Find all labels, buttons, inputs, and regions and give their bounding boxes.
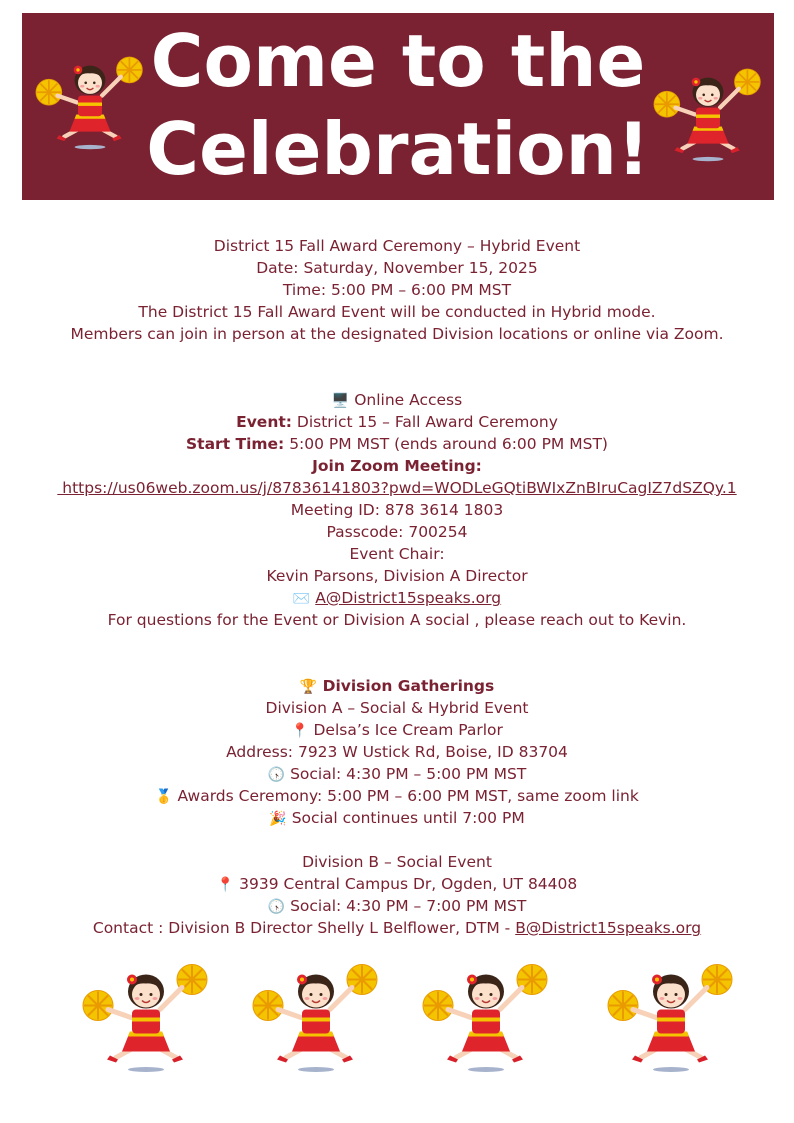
zoom-label: Join Zoom Meeting: [312,457,482,475]
cheerleader-icon [601,955,741,1080]
start-time-line: Start Time: 5:00 PM MST (ends around 6:00 PM MST) [186,435,608,453]
medal-icon: 🥇 [155,789,173,805]
pin-icon: 📍 [216,877,235,893]
email-line [0,587,794,609]
intro-line: The District 15 Fall Award Event will be conducted in Hybrid mode. [138,303,656,321]
division-b-social: 🕟 Social: 4:30 PM – 7:00 PM MST [267,897,527,915]
questions-line: For questions for the Event or Division A social , please reach out to Kevin. [107,611,687,629]
division-b-email-link[interactable]: B@District15speaks.org [515,919,702,937]
party-popper-icon: 🎉 [269,811,287,827]
zoom-link[interactable]: https://us06web.zoom.us/j/87836141803?pwd=WODLeGQtiBWIxZnBIruCagIZ7dSZQy.1 [57,479,737,497]
intro-line: Date: Saturday, November 15, 2025 [256,259,538,277]
division-b-contact: Contact : Division B Director Shelly L Belflower, DTM - B@District15speaks.org [92,919,702,937]
banner-title-line2: Celebration! [146,107,650,191]
division-a-address: Address: 7923 W Ustick Rd, Boise, ID 83704 [226,743,568,761]
intro-line: District 15 Fall Award Ceremony – Hybrid Event [213,237,581,255]
meeting-id: Meeting ID: 878 3614 1803 [290,501,504,519]
clock-icon: 🕟 [267,899,286,915]
banner-title-line1: Come to the [150,19,646,103]
cheerleader-icon [30,50,150,155]
computer-icon: 🖥️ [331,393,350,409]
division-a-awards: 🥇 Awards Ceremony: 5:00 PM – 6:00 PM MST, same zoom link [155,787,639,805]
division-b-address: 📍 3939 Central Campus Dr, Ogden, UT 84408 [216,875,578,893]
cheerleader-icon [246,955,386,1080]
division-a-social: 🕟 Social: 4:30 PM – 5:00 PM MST [267,765,527,783]
chair-email-link[interactable]: A@District15speaks.org [315,589,502,607]
division-b-title: Division B – Social Event [302,853,492,871]
intro-section [0,235,794,345]
division-gatherings-section [0,675,794,939]
intro-line: Members can join in person at the designated Division locations or online via Zoom. [70,325,724,343]
division-a-continues: 🎉 Social continues until 7:00 PM [269,809,525,827]
passcode: Passcode: 700254 [326,523,468,541]
division-a-title: Division A – Social & Hybrid Event [265,699,529,717]
division-a-venue: 📍 Delsa’s Ice Cream Parlor [291,721,503,739]
trophy-icon: 🏆 [299,679,318,695]
intro-line: Time: 5:00 PM – 6:00 PM MST [282,281,512,299]
cheerleader-icon [76,955,216,1080]
pin-icon: 📍 [291,723,309,739]
clock-icon: 🕟 [267,767,286,783]
gatherings-heading: 🏆 Division Gatherings [299,677,495,695]
event-line: Event: District 15 – Fall Award Ceremony [236,413,558,431]
cheerleader-icon [416,955,556,1080]
online-access-section [0,389,794,631]
chair-name: Kevin Parsons, Division A Director [266,567,528,585]
cheerleader-icon [648,62,768,167]
chair-label: Event Chair: [349,545,445,563]
envelope-icon: ✉️ [292,591,311,607]
online-heading: 🖥️ Online Access [331,391,463,409]
